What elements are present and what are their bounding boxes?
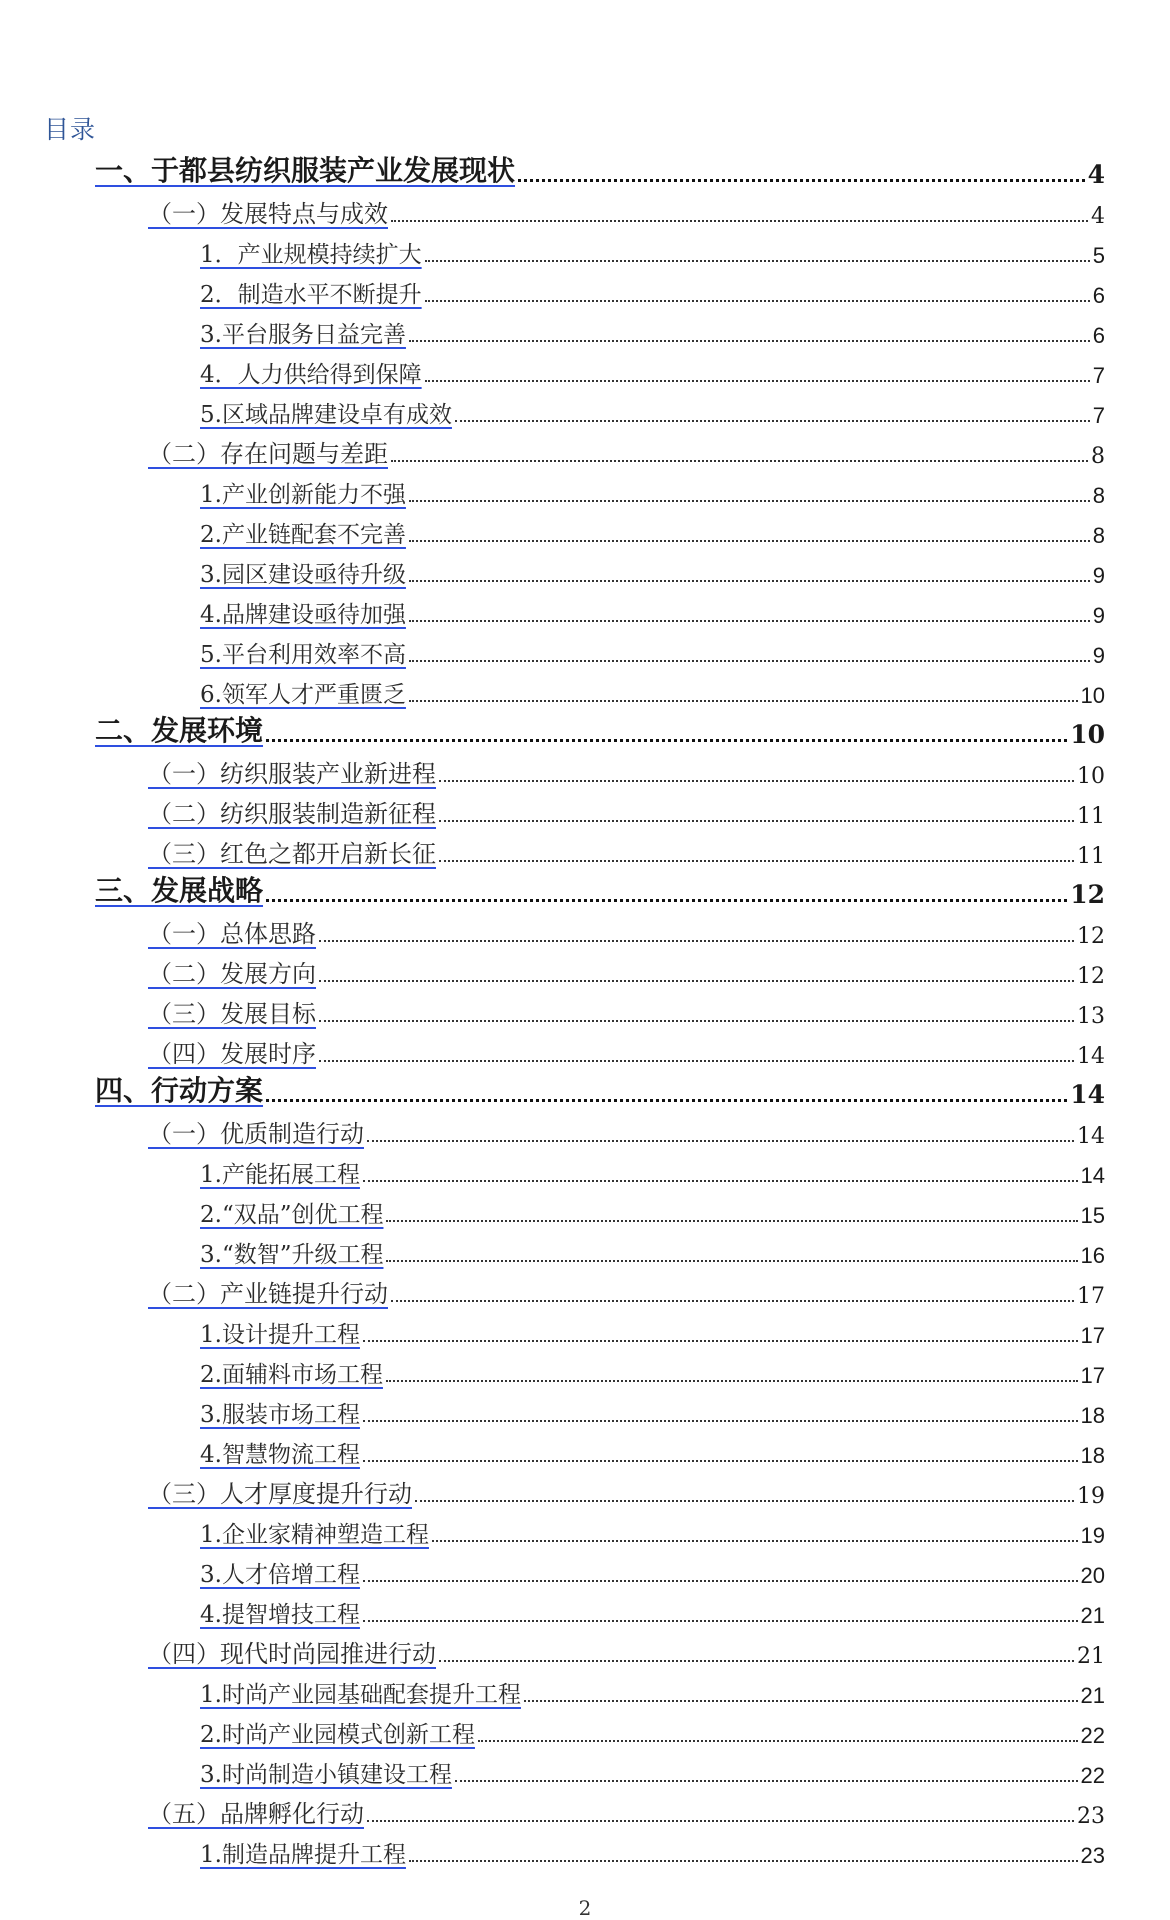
toc-entry-page-number: 17 xyxy=(1077,1284,1105,1309)
toc-entry-title[interactable]: 3.服装市场工程 xyxy=(200,1402,360,1428)
toc-entry[interactable] xyxy=(148,909,1105,949)
dot-leader xyxy=(363,1580,1078,1582)
toc-entry-page-number: 15 xyxy=(1080,1203,1105,1228)
dot-leader xyxy=(409,540,1090,542)
dot-leader xyxy=(367,1820,1074,1822)
toc-entry-page-number: 18 xyxy=(1080,1403,1105,1428)
dot-leader xyxy=(524,1700,1078,1702)
toc-entry[interactable] xyxy=(95,869,1105,909)
toc-entry-page-number: 9 xyxy=(1092,563,1105,588)
dot-leader xyxy=(409,500,1090,502)
toc-entry-title[interactable]: 3.平台服务日益完善 xyxy=(200,322,406,348)
page-number-footer: 2 xyxy=(578,1896,592,1920)
toc-entry-page-number: 11 xyxy=(1077,844,1105,869)
dot-leader xyxy=(386,1380,1078,1382)
toc-entry[interactable] xyxy=(200,1589,1105,1629)
dot-leader xyxy=(409,580,1090,582)
toc-entry-title[interactable]: （四）发展时序 xyxy=(148,1040,316,1068)
toc-entry-page-number: 8 xyxy=(1092,483,1105,508)
toc-entry[interactable] xyxy=(95,1069,1105,1109)
dot-leader xyxy=(425,380,1090,382)
dot-leader xyxy=(415,1500,1074,1502)
toc-entry[interactable] xyxy=(200,589,1105,629)
dot-leader xyxy=(266,899,1067,902)
dot-leader xyxy=(363,1180,1078,1182)
toc-entry[interactable] xyxy=(148,429,1105,469)
toc-entry-page-number: 8 xyxy=(1091,444,1105,469)
toc-entry-title[interactable]: 5.平台利用效率不高 xyxy=(200,642,406,668)
toc-entry-title[interactable]: （三）红色之都开启新长征 xyxy=(148,840,436,868)
toc-entry[interactable] xyxy=(148,1469,1105,1509)
toc-entry-page-number: 10 xyxy=(1080,683,1105,708)
toc-entry[interactable] xyxy=(200,349,1105,389)
toc-entry-page-number: 23 xyxy=(1080,1843,1105,1868)
toc-entry-title[interactable]: 3.人才倍增工程 xyxy=(200,1562,360,1588)
toc-entry-page-number: 9 xyxy=(1092,603,1105,628)
toc-entry-page-number: 12 xyxy=(1077,964,1105,989)
toc-entry-page-number: 10 xyxy=(1077,764,1105,789)
toc-entry-title[interactable]: 1.企业家精神塑造工程 xyxy=(200,1522,429,1548)
toc-entry[interactable] xyxy=(148,1629,1105,1669)
toc-entry-title[interactable]: 2．制造水平不断提升 xyxy=(200,282,422,308)
dot-leader xyxy=(409,660,1090,662)
toc-entry-title[interactable]: （二）产业链提升行动 xyxy=(148,1280,388,1308)
toc-entry-title[interactable]: （一）发展特点与成效 xyxy=(148,200,388,228)
dot-leader xyxy=(432,1540,1078,1542)
toc-entry-page-number: 4 xyxy=(1091,204,1105,229)
toc-entry[interactable] xyxy=(148,829,1105,869)
toc-entry[interactable] xyxy=(200,1749,1105,1789)
dot-leader xyxy=(409,620,1090,622)
toc-entry-title[interactable]: 2.时尚产业园模式创新工程 xyxy=(200,1722,475,1748)
toc-entry-title[interactable]: 三、发展战略 xyxy=(95,874,264,907)
toc-entry-title[interactable]: 4.品牌建设亟待加强 xyxy=(200,602,406,628)
toc-entry-title[interactable]: 4.智慧物流工程 xyxy=(200,1442,360,1468)
toc-entry[interactable] xyxy=(200,1669,1105,1709)
toc-entry[interactable] xyxy=(200,1509,1105,1549)
toc-heading: 目录 xyxy=(44,115,97,144)
dot-leader xyxy=(319,1020,1074,1022)
toc-entry[interactable] xyxy=(148,949,1105,989)
toc-entry-title[interactable]: 一、于都县纺织服装产业发展现状 xyxy=(95,154,516,187)
toc-entry-title[interactable]: （一）纺织服装产业新进程 xyxy=(148,760,436,788)
toc-entry[interactable] xyxy=(200,629,1105,669)
toc-entry[interactable] xyxy=(148,789,1105,829)
toc-entry-page-number: 22 xyxy=(1080,1763,1105,1788)
toc-entry-page-number: 7 xyxy=(1092,403,1105,428)
toc-entry-title[interactable]: 1．产业规模持续扩大 xyxy=(200,242,422,268)
toc-entry-title[interactable]: （三）人才厚度提升行动 xyxy=(148,1480,412,1508)
toc-entry[interactable] xyxy=(200,269,1105,309)
toc-entry-title[interactable]: 5.区域品牌建设卓有成效 xyxy=(200,402,452,428)
toc-entry-page-number: 4 xyxy=(1087,160,1105,189)
toc-entry-title[interactable]: （五）品牌孵化行动 xyxy=(148,1800,364,1828)
toc-entry[interactable] xyxy=(200,509,1105,549)
toc-entry-page-number: 9 xyxy=(1092,643,1105,668)
dot-leader xyxy=(425,260,1090,262)
toc-entry-title[interactable]: 1.制造品牌提升工程 xyxy=(200,1842,406,1868)
dot-leader xyxy=(409,1860,1078,1862)
toc-entry-title[interactable]: 2.“双品”创优工程 xyxy=(200,1202,384,1228)
toc-entry[interactable] xyxy=(148,1029,1105,1069)
toc-entry-title[interactable]: 1.时尚产业园基础配套提升工程 xyxy=(200,1682,521,1708)
dot-leader xyxy=(386,1260,1077,1262)
dot-leader xyxy=(478,1740,1078,1742)
toc-entry[interactable] xyxy=(200,1309,1105,1349)
toc-entry-title[interactable]: 1.产能拓展工程 xyxy=(200,1162,360,1188)
toc-entry-title[interactable]: 3.“数智”升级工程 xyxy=(200,1242,384,1268)
toc-entry-page-number: 14 xyxy=(1080,1163,1105,1188)
dot-leader xyxy=(363,1460,1078,1462)
toc-entry[interactable] xyxy=(200,1349,1105,1389)
toc-entry-page-number: 22 xyxy=(1080,1723,1105,1748)
toc-entry[interactable] xyxy=(148,1789,1105,1829)
toc-entry-title[interactable]: （二）存在问题与差距 xyxy=(148,440,388,468)
toc-entry-page-number: 14 xyxy=(1077,1124,1105,1149)
dot-leader xyxy=(409,700,1078,702)
toc-entry-title[interactable]: 4.提智增技工程 xyxy=(200,1602,360,1628)
toc-entry[interactable] xyxy=(200,669,1105,709)
toc-entry-page-number: 8 xyxy=(1092,523,1105,548)
toc-entry-title[interactable]: （一）优质制造行动 xyxy=(148,1120,364,1148)
toc-entry-page-number: 19 xyxy=(1077,1484,1105,1509)
dot-leader xyxy=(439,820,1074,822)
dot-leader xyxy=(363,1420,1078,1422)
dot-leader xyxy=(391,460,1088,462)
toc-entry[interactable] xyxy=(200,1189,1105,1229)
toc-entry-page-number: 19 xyxy=(1080,1523,1105,1548)
dot-leader xyxy=(319,1060,1074,1062)
toc-entry-title[interactable]: 四、行动方案 xyxy=(95,1074,264,1107)
dot-leader xyxy=(319,980,1074,982)
toc-entry[interactable] xyxy=(200,1389,1105,1429)
dot-leader xyxy=(363,1340,1078,1342)
dot-leader xyxy=(386,1220,1077,1222)
toc-entry-page-number: 13 xyxy=(1077,1004,1105,1029)
toc-entry-page-number: 5 xyxy=(1092,243,1105,268)
toc-entry-page-number: 14 xyxy=(1070,1080,1105,1109)
toc-entry-page-number: 21 xyxy=(1077,1644,1105,1669)
toc-entry-page-number: 17 xyxy=(1080,1363,1105,1388)
toc-entry-title[interactable]: （二）发展方向 xyxy=(148,960,316,988)
dot-leader xyxy=(439,1660,1074,1662)
toc-entry[interactable] xyxy=(200,1829,1105,1869)
dot-leader xyxy=(266,739,1067,742)
dot-leader xyxy=(439,780,1074,782)
toc-entry-page-number: 6 xyxy=(1092,283,1105,308)
toc-entry[interactable] xyxy=(95,149,1105,189)
toc-entry[interactable] xyxy=(200,1149,1105,1189)
toc-entry-title[interactable]: 2.产业链配套不完善 xyxy=(200,522,406,548)
toc-entry-page-number: 23 xyxy=(1077,1804,1105,1829)
toc-entry-title[interactable]: 2.面辅料市场工程 xyxy=(200,1362,383,1388)
dot-leader xyxy=(363,1620,1078,1622)
toc-entry[interactable] xyxy=(148,1269,1105,1309)
toc-entry[interactable] xyxy=(200,309,1105,349)
toc-entry[interactable] xyxy=(200,229,1105,269)
toc-entry-page-number: 17 xyxy=(1080,1323,1105,1348)
dot-leader xyxy=(367,1140,1074,1142)
toc-entry[interactable] xyxy=(148,1109,1105,1149)
dot-leader xyxy=(455,1780,1078,1782)
toc-entry-page-number: 21 xyxy=(1080,1603,1105,1628)
dot-leader xyxy=(518,179,1085,182)
dot-leader xyxy=(409,340,1090,342)
toc-entry-page-number: 12 xyxy=(1070,880,1105,909)
toc-entry[interactable] xyxy=(200,1229,1105,1269)
dot-leader xyxy=(455,420,1090,422)
toc-entry-page-number: 12 xyxy=(1077,924,1105,949)
toc-entry[interactable] xyxy=(200,1709,1105,1749)
toc-entry-title[interactable]: 4．人力供给得到保障 xyxy=(200,362,422,388)
toc-entry-title[interactable]: 二、发展环境 xyxy=(95,714,264,747)
toc-entry[interactable] xyxy=(200,469,1105,509)
toc-entry[interactable] xyxy=(148,189,1105,229)
toc-entry-page-number: 6 xyxy=(1092,323,1105,348)
toc-entry-page-number: 16 xyxy=(1080,1243,1105,1268)
toc-entry[interactable] xyxy=(148,749,1105,789)
toc-entry-title[interactable]: （三）发展目标 xyxy=(148,1000,316,1028)
toc-entry[interactable] xyxy=(200,389,1105,429)
dot-leader xyxy=(266,1099,1067,1102)
toc-entry-page-number: 11 xyxy=(1077,804,1105,829)
toc-entry-page-number: 21 xyxy=(1080,1683,1105,1708)
dot-leader xyxy=(319,940,1074,942)
toc-entry-title[interactable]: 6.领军人才严重匮乏 xyxy=(200,682,406,708)
toc-entry-page-number: 20 xyxy=(1080,1563,1105,1588)
dot-leader xyxy=(391,1300,1074,1302)
dot-leader xyxy=(425,300,1090,302)
toc-entry-title[interactable]: （四）现代时尚园推进行动 xyxy=(148,1640,436,1668)
toc-entry-title[interactable]: 1.设计提升工程 xyxy=(200,1322,360,1348)
toc-entry-title[interactable]: 1.产业创新能力不强 xyxy=(200,482,406,508)
toc-entry-title[interactable]: （二）纺织服装制造新征程 xyxy=(148,800,436,828)
dot-leader xyxy=(391,220,1088,222)
toc-entry[interactable] xyxy=(200,1549,1105,1589)
toc-entry[interactable] xyxy=(200,549,1105,589)
toc-entry-page-number: 18 xyxy=(1080,1443,1105,1468)
toc-entry-page-number: 14 xyxy=(1077,1044,1105,1069)
toc-entry-title[interactable]: 3.时尚制造小镇建设工程 xyxy=(200,1762,452,1788)
toc-entry-title[interactable]: （一）总体思路 xyxy=(148,920,316,948)
dot-leader xyxy=(439,860,1074,862)
toc-entry[interactable] xyxy=(148,989,1105,1029)
toc-entry[interactable] xyxy=(200,1429,1105,1469)
toc-entry-page-number: 7 xyxy=(1092,363,1105,388)
toc-entry[interactable] xyxy=(95,709,1105,749)
toc-entry-title[interactable]: 3.园区建设亟待升级 xyxy=(200,562,406,588)
toc-entry-page-number: 10 xyxy=(1070,720,1105,749)
